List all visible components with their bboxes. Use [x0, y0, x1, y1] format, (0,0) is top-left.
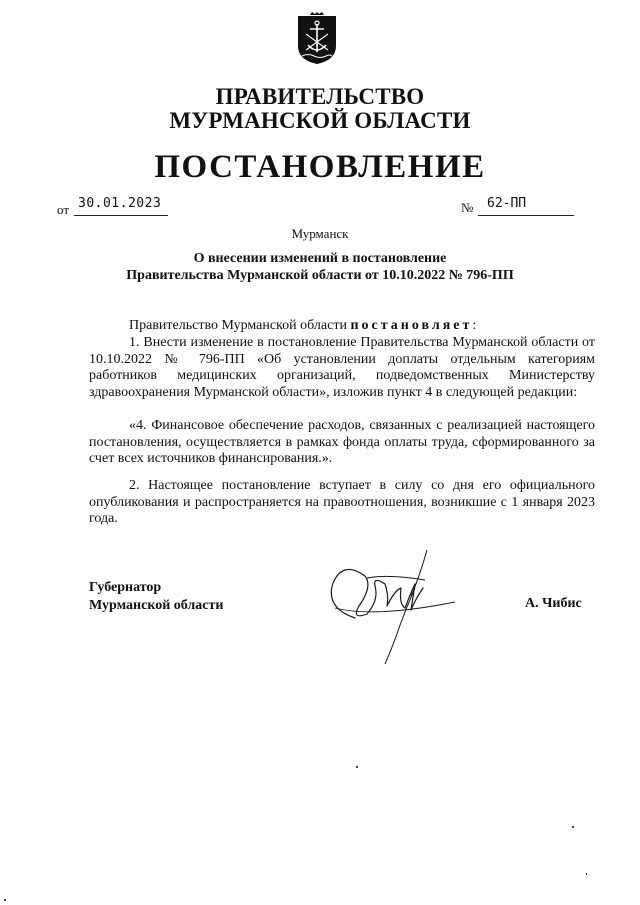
signatory-position-line2: Мурманской области [89, 598, 224, 613]
org-name-line1: ПРАВИТЕЛЬСТВО [215, 84, 425, 109]
signatory-position [89, 579, 223, 615]
quoted-item-4: «4. Финансовое обеспечение расходов, связанных с реализацией настоящего постановления, осуществляется в рамках фонда оплаты труда, сформированного за счет всех источников финансирования.». [89, 418, 595, 466]
signatory-name: А. Чибис [525, 596, 582, 611]
document-title-line1: О внесении изменений в постановление [193, 251, 447, 266]
number-underline [478, 215, 574, 216]
document-number: 62-ПП [487, 196, 527, 211]
intro-text: Правительство Мурманской области [129, 318, 347, 333]
signatory-position-line1: Губернатор [89, 580, 162, 595]
document-type: ПОСТАНОВЛЕНИЕ [154, 149, 486, 185]
date-label: от [57, 202, 70, 217]
handwritten-signature [315, 548, 465, 668]
org-name-line2: МУРМАНСКОЙ ОБЛАСТИ [169, 108, 471, 133]
item-2-paragraph: 2. Настоящее постановление вступает в силу со дня его официального опубликования и распространяется на правоотношения, возникшие с 1 января 2023 года. [89, 478, 595, 526]
intro-keyword: постановляет [350, 318, 473, 333]
scan-speck [356, 766, 358, 768]
number-label: № [461, 200, 474, 215]
scan-speck [4, 899, 6, 901]
intro-paragraph [89, 318, 595, 335]
coat-of-arms-icon [294, 12, 340, 66]
document-date: 30.01.2023 [78, 196, 162, 211]
scan-speck [586, 873, 587, 875]
scan-speck [572, 826, 574, 828]
document-title-line2: Правительства Мурманской области от 10.10.2022 № 796-ПП [126, 268, 514, 283]
intro-end: : [472, 318, 477, 333]
city: Мурманск [291, 226, 349, 241]
date-underline [74, 215, 168, 216]
item-1-paragraph: 1. Внести изменение в постановление Правительства Мурманской области от 10.10.2022 № 796-ПП «Об установлении доплаты отдельным категориям работников медицинских организаций, подведомственных Министерству здравоохранения Мурманской области», изложив пункт 4 в следующей редакции: [89, 335, 595, 400]
